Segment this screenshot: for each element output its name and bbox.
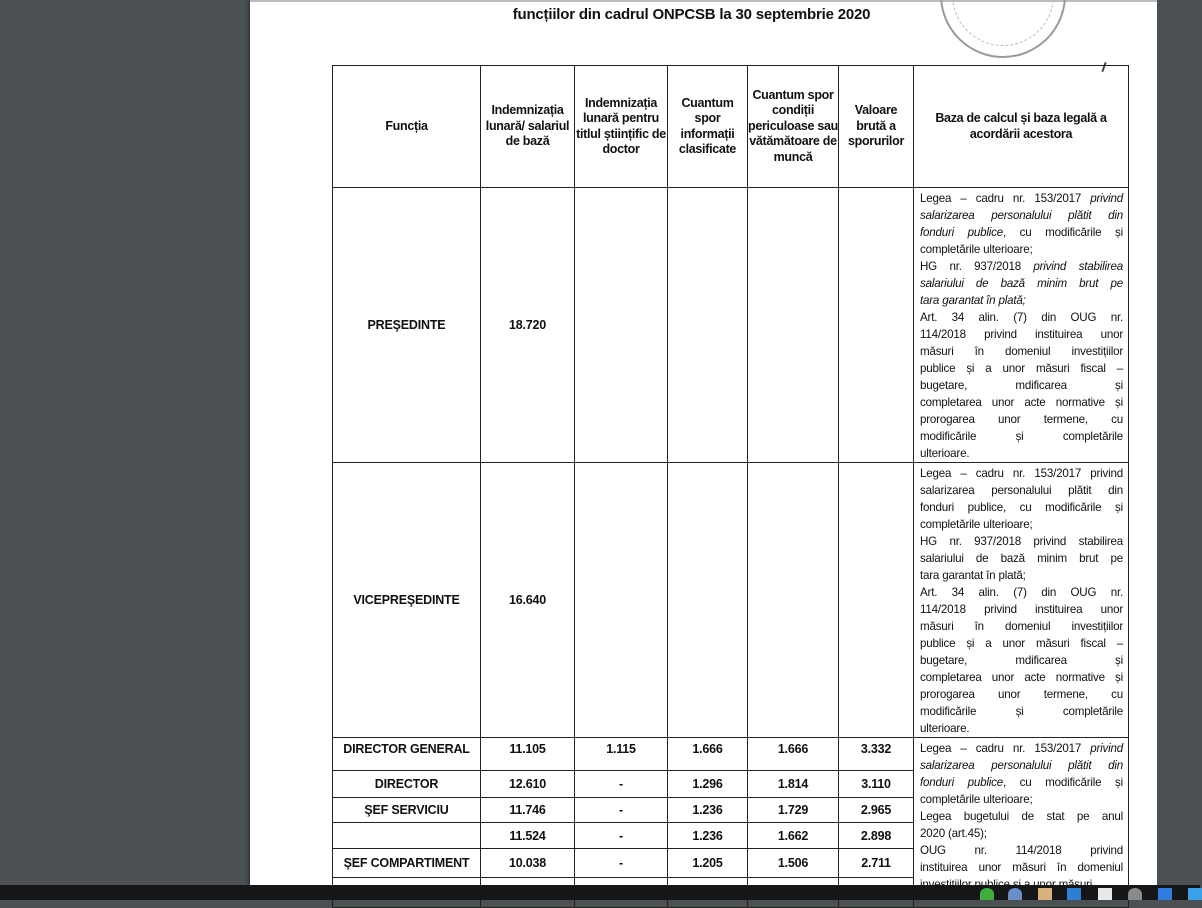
legal-text: salariului de bază minim brut pe — [920, 277, 1123, 290]
legal-text-line — [920, 411, 1123, 428]
legal-text: bugetare, mdificarea și — [920, 654, 1123, 667]
legal-text-line — [920, 859, 1123, 876]
legal-text-line — [920, 584, 1123, 601]
app-lightblue-icon[interactable] — [1188, 888, 1202, 900]
legal-text-line — [920, 703, 1123, 720]
shield-icon[interactable] — [1098, 888, 1112, 900]
app-blue-icon[interactable] — [1067, 888, 1081, 900]
cell-baza: 16.640 — [481, 463, 575, 738]
cell-clasificate — [668, 463, 748, 738]
legal-text: Legea – cadru nr. 153/2017 — [920, 192, 1091, 205]
cell-clasificate — [668, 188, 748, 463]
cell-clasificate: 1.205 — [668, 849, 748, 878]
cell-doctor: - — [575, 798, 668, 823]
legal-text: fonduri publice — [920, 226, 1004, 239]
legal-text: prorogarea unor termene, cu — [920, 688, 1123, 701]
legal-text-line — [920, 567, 1123, 584]
legal-text-line — [920, 394, 1123, 411]
cell-bruta: 2.898 — [839, 823, 914, 849]
legal-text-line — [920, 309, 1123, 326]
col-header-clasificate: Cuantum spor informații clasificate — [668, 66, 748, 188]
legal-basis-cell — [914, 738, 1129, 908]
legal-text-line — [920, 465, 1123, 482]
legal-text: măsuri în domeniul investițiilor — [920, 345, 1123, 358]
legal-text-line — [920, 720, 1123, 737]
app-window-icon[interactable] — [1158, 888, 1172, 900]
legal-text-line — [920, 516, 1123, 533]
legal-basis-cell — [914, 188, 1129, 463]
legal-text-line — [920, 757, 1123, 774]
cell-bruta: 2.965 — [839, 798, 914, 823]
legal-text: completarea unor acte normative și — [920, 671, 1123, 684]
title-text: funcțiilor din cadrul ONPCSB la 30 septembrie 2020 — [512, 6, 871, 23]
legal-text: , cu modificările și — [1003, 776, 1123, 789]
table-row — [333, 738, 1129, 771]
legal-text: Legea – cadru nr. 153/2017 privind — [920, 467, 1123, 480]
legal-text: Art. 34 alin. (7) din OUG nr. — [920, 311, 1123, 324]
legal-text-line — [920, 241, 1123, 258]
legal-text-line — [920, 275, 1123, 292]
cell-bruta — [839, 463, 914, 738]
legal-text-line — [920, 428, 1123, 445]
legal-text: 2020 (art.45); — [920, 827, 987, 840]
legal-text: , cu modificările și — [1003, 226, 1123, 239]
legal-text-line — [920, 499, 1123, 516]
cell-bruta: 3.110 — [839, 771, 914, 798]
legal-text: bugetare, mdificarea și — [920, 379, 1123, 392]
cell-functia: ŞEF SERVICIU — [333, 798, 481, 823]
cell-functia: ŞEF COMPARTIMENT — [333, 849, 481, 878]
cell-doctor: - — [575, 849, 668, 878]
cell-baza: 11.524 — [481, 823, 575, 849]
legal-text: măsuri în domeniul investițiilor — [920, 620, 1123, 633]
legal-text-line — [920, 343, 1123, 360]
legal-text-line — [920, 360, 1123, 377]
legal-text-line — [920, 377, 1123, 394]
cell-baza: 11.105 — [481, 738, 575, 771]
legal-text: publice și a unor măsuri fiscal – — [920, 362, 1123, 375]
legal-text: modificările și completările — [920, 705, 1123, 718]
cell-periculoase: 1.729 — [748, 798, 839, 823]
hourglass-icon[interactable] — [1038, 888, 1052, 900]
cell-periculoase: 1.814 — [748, 771, 839, 798]
legal-text-line — [920, 224, 1123, 241]
legal-text-line — [920, 686, 1123, 703]
legal-text-line — [920, 550, 1123, 567]
legal-text: salarizarea personalului plătit din — [920, 484, 1123, 497]
cell-doctor: - — [575, 771, 668, 798]
legal-text: salarizarea personalului plătit din — [920, 759, 1123, 772]
legal-text-line — [920, 842, 1123, 859]
legal-text: HG nr. 937/2018 — [920, 260, 1034, 273]
legal-basis-cell — [914, 463, 1129, 738]
legal-text: privind stabilirea — [1033, 260, 1123, 273]
legal-text: salarizarea personalului plătit din — [920, 209, 1123, 222]
cell-bruta — [839, 188, 914, 463]
legal-text-line — [920, 601, 1123, 618]
cell-functia: VICEPREŞEDINTE — [333, 463, 481, 738]
app-gray-icon[interactable] — [1128, 888, 1142, 900]
cell-periculoase: 1.506 — [748, 849, 839, 878]
legal-text-line — [920, 190, 1123, 207]
legal-text: completările ulterioare; — [920, 243, 1033, 256]
legal-text: HG nr. 937/2018 privind stabilirea — [920, 535, 1123, 548]
cell-functia: DIRECTOR GENERAL — [333, 738, 481, 771]
legal-text-line — [920, 292, 1123, 309]
legal-text: Art. 34 alin. (7) din OUG nr. — [920, 586, 1123, 599]
legal-text-line — [920, 635, 1123, 652]
legal-text: Legea – cadru nr. 153/2017 — [920, 742, 1091, 755]
cell-bruta: 3.332 — [839, 738, 914, 771]
cell-functia: DIRECTOR — [333, 771, 481, 798]
cell-periculoase: 1.662 — [748, 823, 839, 849]
legal-text-line — [920, 533, 1123, 550]
salary-table — [332, 65, 1129, 908]
cell-periculoase — [748, 463, 839, 738]
table-header-row — [333, 66, 1129, 188]
legal-text: modificările și completările — [920, 430, 1123, 443]
col-header-functia: Funcția — [333, 66, 481, 188]
table-row — [333, 463, 1129, 738]
official-stamp — [940, 0, 1066, 58]
legal-text: prorogarea unor termene, cu — [920, 413, 1123, 426]
cell-clasificate: 1.236 — [668, 823, 748, 849]
cell-periculoase — [748, 188, 839, 463]
legal-text: completările ulterioare; — [920, 793, 1033, 806]
legal-text: tara garantat în plată; — [920, 294, 1026, 307]
cell-functia: PREŞEDINTE — [333, 188, 481, 463]
legal-text: salariului de bază minim brut pe — [920, 552, 1123, 565]
legal-text: 114/2018 privind instituirea unor — [920, 328, 1123, 341]
legal-text: tara garantat în plată; — [920, 569, 1026, 582]
legal-text: instituirea unor măsuri în domeniul — [920, 861, 1123, 874]
legal-text: publice și a unor măsuri fiscal – — [920, 637, 1123, 650]
legal-text: fonduri publice — [920, 776, 1004, 789]
col-header-baza: Indemnizația lunară/ salariul de bază — [481, 66, 575, 188]
cell-clasificate: 1.236 — [668, 798, 748, 823]
legal-text-line — [920, 740, 1123, 757]
legal-text: ulterioare. — [920, 447, 970, 460]
legal-text: privind — [1090, 742, 1123, 755]
legal-text: ulterioare. — [920, 722, 970, 735]
legal-text: 114/2018 privind instituirea unor — [920, 603, 1123, 616]
col-header-doctor: Indemnizația lunară pentru titlul științific de doctor — [575, 66, 668, 188]
app-green-icon[interactable] — [980, 888, 994, 900]
stamp-ring — [952, 0, 1054, 46]
legal-text-line — [920, 445, 1123, 462]
legal-text-line — [920, 207, 1123, 224]
taskbar — [0, 885, 1200, 900]
cell-baza: 12.610 — [481, 771, 575, 798]
col-header-bruta: Valoare brută a sporurilor — [839, 66, 914, 188]
cell-doctor: - — [575, 823, 668, 849]
cell-doctor: 1.115 — [575, 738, 668, 771]
cell-baza: 10.038 — [481, 849, 575, 878]
cell-bruta: 2.711 — [839, 849, 914, 878]
cell-doctor — [575, 188, 668, 463]
cell-baza: 11.746 — [481, 798, 575, 823]
legal-text-line — [920, 652, 1123, 669]
legal-text-line — [920, 258, 1123, 275]
col-header-legal: Baza de calcul și baza legală a acordării acestora — [914, 66, 1129, 188]
table-row — [333, 188, 1129, 463]
cell-functia — [333, 823, 481, 849]
legal-text-line — [920, 825, 1123, 842]
col-header-periculoase: Cuantum spor condiții periculoase sau vătămătoare de muncă — [748, 66, 839, 188]
legal-text: completările ulterioare; — [920, 518, 1033, 531]
cell-baza: 18.720 — [481, 188, 575, 463]
cell-clasificate: 1.666 — [668, 738, 748, 771]
legal-text-line — [920, 669, 1123, 686]
legal-text-line — [920, 774, 1123, 791]
cell-periculoase: 1.666 — [748, 738, 839, 771]
legal-text: Legea bugetului de stat pe anul — [920, 810, 1123, 823]
legal-text: fonduri publice, cu modificările și — [920, 501, 1123, 514]
legal-text: privind — [1090, 192, 1123, 205]
legal-text-line — [920, 791, 1123, 808]
legal-text-line — [920, 326, 1123, 343]
cell-clasificate: 1.296 — [668, 771, 748, 798]
legal-text-line — [920, 808, 1123, 825]
legal-text: completarea unor acte normative și — [920, 396, 1123, 409]
legal-text: OUG nr. 114/2018 privind — [920, 844, 1123, 857]
pdf-page — [250, 0, 1157, 887]
legal-text-line — [920, 482, 1123, 499]
browser-globe-icon[interactable] — [1008, 888, 1022, 900]
cell-doctor — [575, 463, 668, 738]
legal-text-line — [920, 618, 1123, 635]
